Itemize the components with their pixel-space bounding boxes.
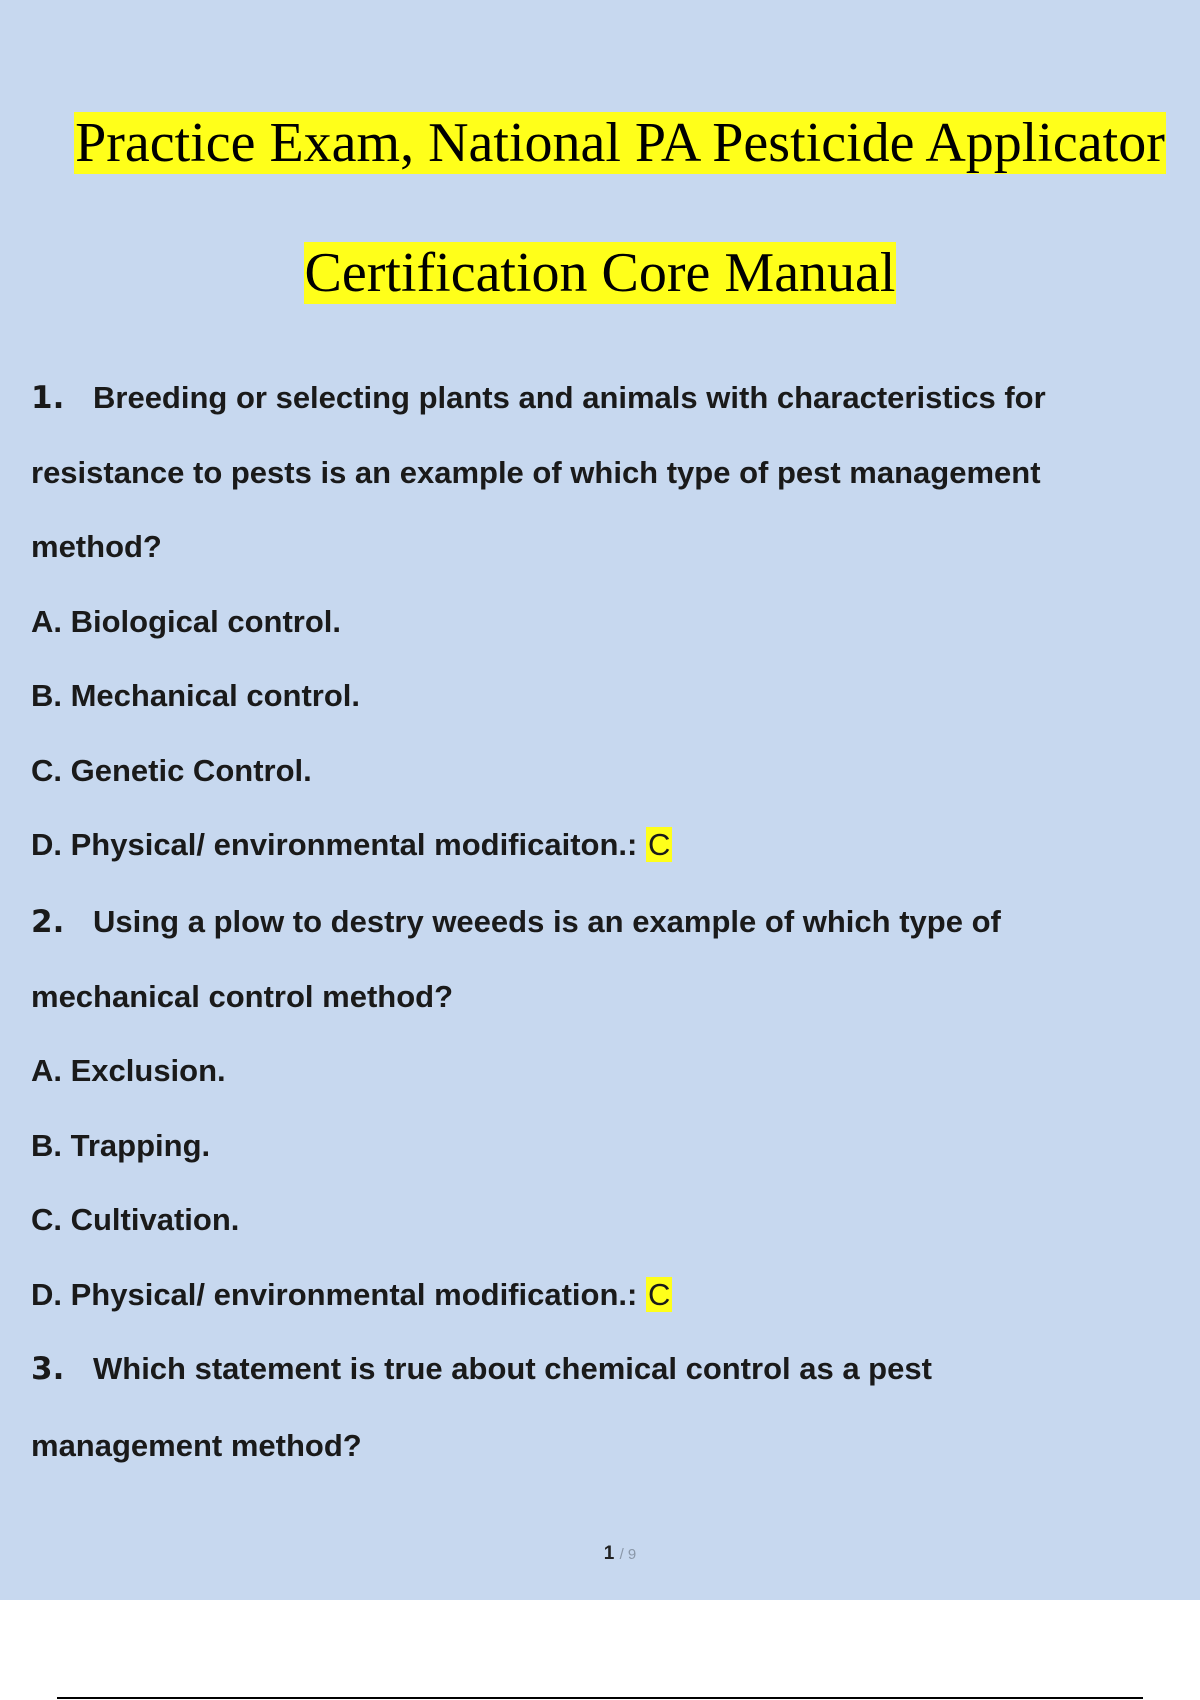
title-line-1 — [20, 110, 1200, 176]
question-1-option-c: C. Genetic Control. — [31, 753, 312, 788]
question-3-line-1 — [31, 1349, 932, 1389]
page-number-current: 1 — [603, 1543, 615, 1564]
question-1-number: 1. — [31, 380, 65, 416]
question-1-text-1: Breeding or selecting plants and animals with characteristics for — [93, 380, 1046, 415]
question-3-text-1: Which statement is true about chemical control as a pest — [93, 1351, 932, 1386]
question-1-option-d-text: D. Physical/ environmental modificaiton.: — [31, 827, 638, 862]
question-3-line-2: management method? — [31, 1428, 362, 1463]
question-2-text-1: Using a plow to destry weeeds is an example of which type of — [93, 904, 1001, 939]
question-2-option-c: C. Cultivation. — [31, 1202, 240, 1237]
question-1-line-2: resistance to pests is an example of which type of pest management — [31, 455, 1041, 490]
page-number-total: / 9 — [619, 1546, 637, 1563]
next-page-divider — [57, 1697, 1143, 1699]
question-2-line-2: mechanical control method? — [31, 979, 454, 1014]
question-2-answer: C — [647, 1277, 671, 1312]
question-2-option-d-text: D. Physical/ environmental modification.: — [31, 1277, 638, 1312]
question-2-option-a: A. Exclusion. — [31, 1053, 226, 1088]
question-2-line-1 — [31, 902, 1001, 942]
question-1-answer: C — [647, 827, 671, 862]
title-highlight-2: Certification Core Manual — [304, 242, 896, 304]
question-1-option-a: A. Biological control. — [31, 604, 342, 639]
title-highlight-1: Practice Exam, National PA Pesticide Applicator — [75, 112, 1165, 174]
title-line-2 — [0, 240, 1200, 306]
question-1-option-d — [31, 825, 672, 865]
page-number — [0, 1543, 1200, 1565]
question-1-option-b: B. Mechanical control. — [31, 678, 361, 713]
question-2-option-b: B. Trapping. — [31, 1128, 211, 1163]
question-2-number: 2. — [31, 904, 65, 940]
question-2-option-d — [31, 1275, 672, 1315]
question-3-number: 3. — [31, 1351, 65, 1387]
question-1-line-1 — [31, 378, 1046, 418]
question-1-line-3: method? — [31, 529, 162, 564]
